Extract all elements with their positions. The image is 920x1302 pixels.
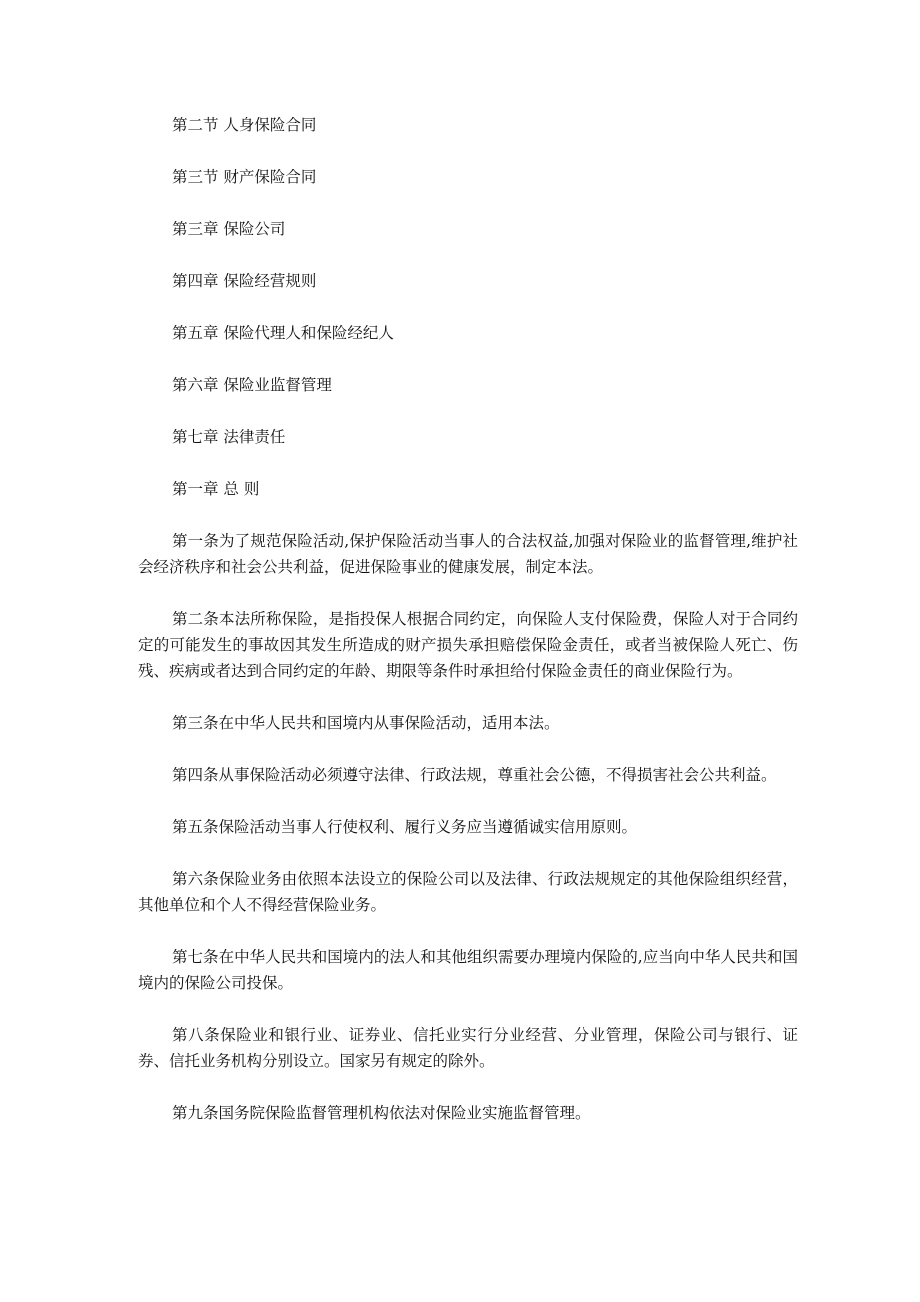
toc-item: 第三节 财产保险合同 xyxy=(172,168,317,186)
article-paragraph: 第三条在中华人民共和国境内从事保险活动，适用本法。 xyxy=(172,714,560,732)
article-paragraph: 第八条保险业和银行业、证券业、信托业实行分业经营、分业管理，保险公司与银行、证券、信托业务机构分别设立。国家另有规定的除外。 xyxy=(138,1026,798,1070)
article-paragraph: 第九条国务院保险监督管理机构依法对保险业实施监督管理。 xyxy=(172,1104,591,1122)
chapter-heading: 第一章 总 则 xyxy=(172,480,260,498)
article-paragraph: 第六条保险业务由依照本法设立的保险公司以及法律、行政法规规定的其他保险组织经营，其他单位和个人不得经营保险业务。 xyxy=(138,870,798,914)
toc-item: 第四章 保险经营规则 xyxy=(172,272,317,290)
article-paragraph: 第五条保险活动当事人行使权利、履行义务应当遵循诚实信用原则。 xyxy=(172,818,638,836)
document-body xyxy=(138,112,798,1152)
article-paragraph: 第二条本法所称保险，是指投保人根据合同约定，向保险人支付保险费，保险人对于合同约定的可能发生的事故因其发生所造成的财产损失承担赔偿保险金责任，或者当被保险人死亡、伤残、疾病或者达到合同约定的年龄、期限等条件时承担给付保险金责任的商业保险行为。 xyxy=(138,610,798,680)
toc-item: 第三章 保险公司 xyxy=(172,220,286,238)
toc-item: 第五章 保险代理人和保险经纪人 xyxy=(172,324,394,342)
toc-item: 第七章 法律责任 xyxy=(172,428,286,446)
article-paragraph: 第七条在中华人民共和国境内的法人和其他组织需要办理境内保险的,应当向中华人民共和国境内的保险公司投保。 xyxy=(138,948,798,992)
article-paragraph: 第四条从事保险活动必须遵守法律、行政法规，尊重社会公德，不得损害社会公共利益。 xyxy=(172,766,777,784)
toc-item: 第二节 人身保险合同 xyxy=(172,116,317,134)
article-paragraph: 第一条为了规范保险活动,保护保险活动当事人的合法权益,加强对保险业的监督管理,维护社会经济秩序和社会公共利益，促进保险事业的健康发展，制定本法。 xyxy=(138,532,798,576)
toc-item: 第六章 保险业监督管理 xyxy=(172,376,332,394)
